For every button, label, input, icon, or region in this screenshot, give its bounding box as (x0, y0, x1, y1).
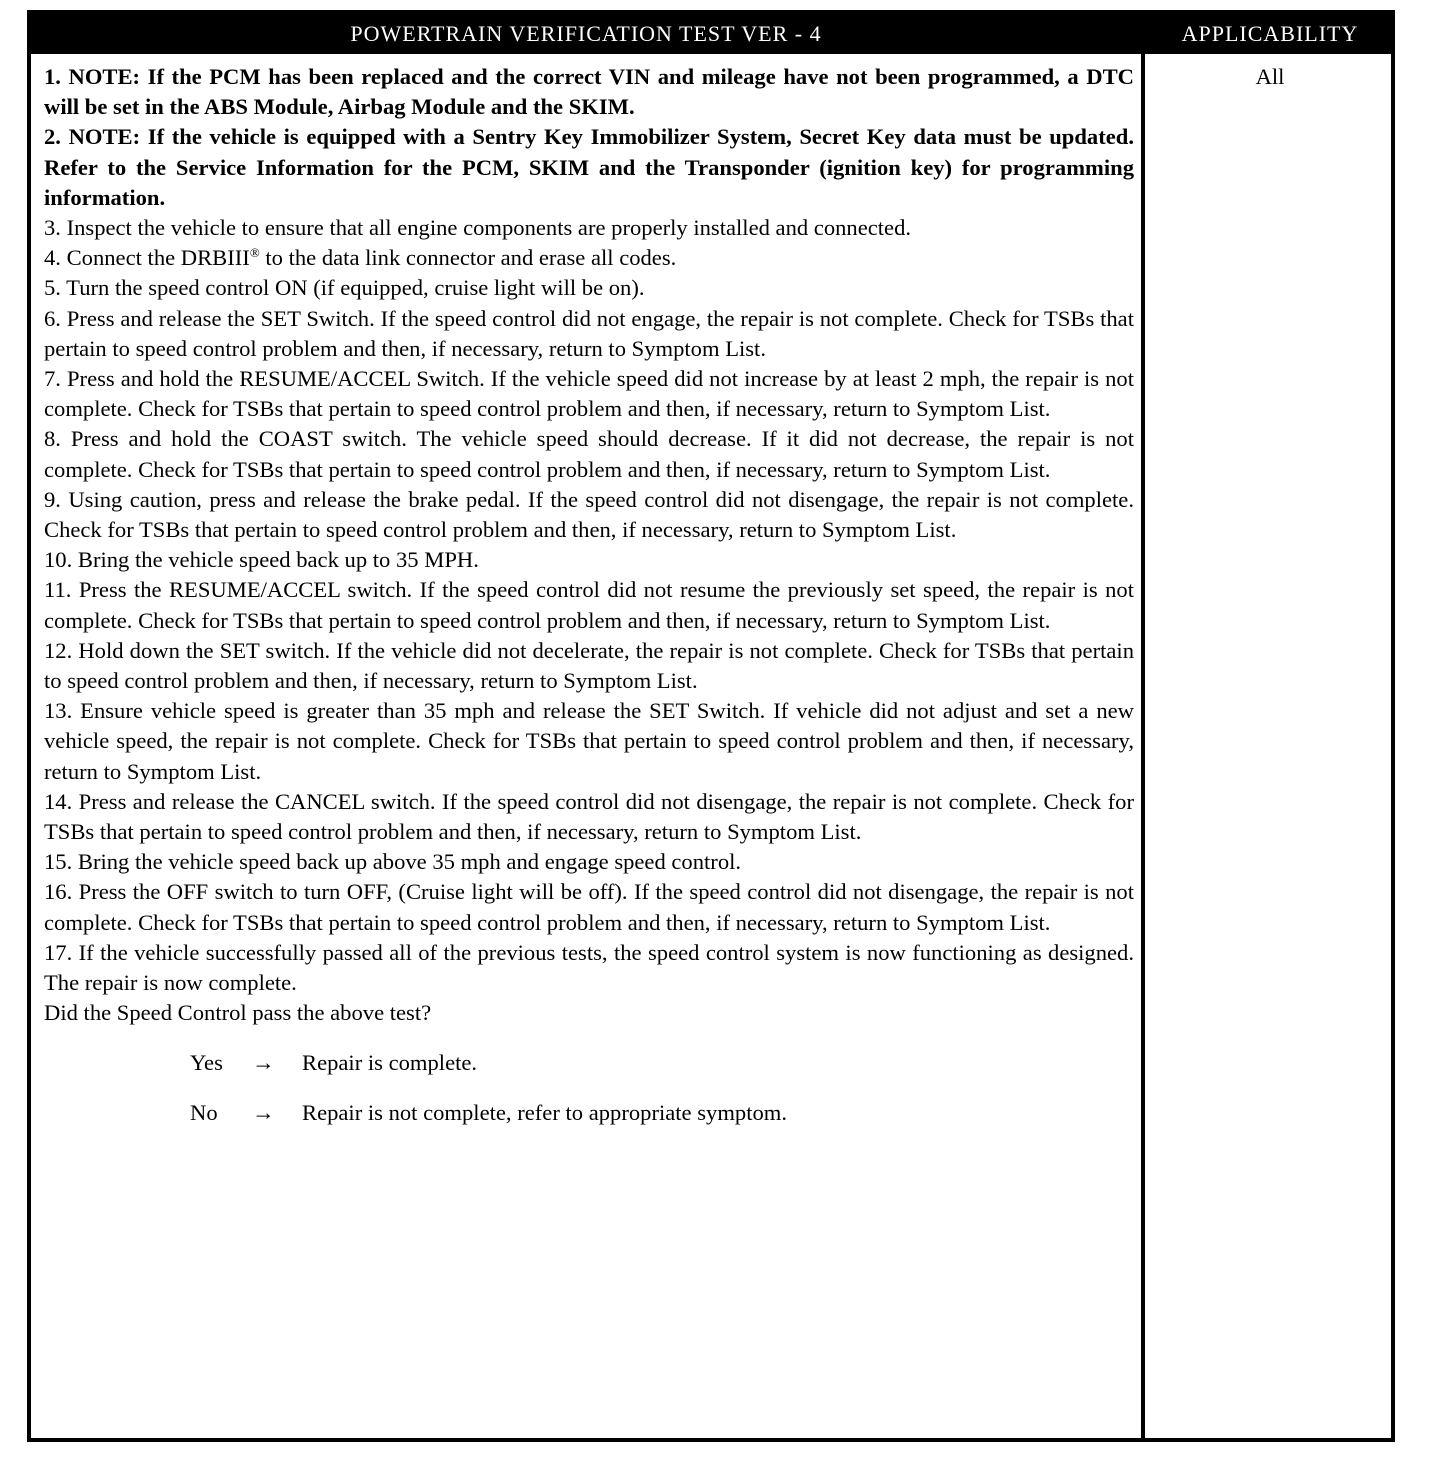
answer-no (190, 1098, 1134, 1148)
test-question: Did the Speed Control pass the above test? (44, 1000, 432, 1026)
step-12: 12. Hold down the SET switch. If the vehicle did not decelerate, the repair is not complete. Check for TSBs that pertain to speed control problem and then, if necessary, return to Symptom List. (44, 637, 1134, 694)
step-8: 8. Press and hold the COAST switch. The vehicle speed should decrease. If it did not decrease, the repair is not complete. Check for TSBs that pertain to speed control problem and then, if necessary, return to Symptom List. (44, 426, 1134, 482)
answer-yes-text: Repair is complete. (302, 1049, 478, 1075)
arrow-right-icon: → (252, 1099, 275, 1125)
step-11: 11. Press the RESUME/ACCEL switch. If the speed control did not resume the previously set speed, the repair is not complete. Check for TSBs that pertain to speed control problem and then, if necessary, return to Symptom List. (44, 577, 1134, 633)
step-3: 3. Inspect the vehicle to ensure that all engine components are properly installed and connected. (44, 215, 912, 241)
column-divider (1141, 14, 1145, 1442)
step-6: 6. Press and release the SET Switch. If the speed control did not engage, the repair is not complete. Check for TSBs that pertain to speed control problem and then, if necessary, return to Symptom List. (44, 305, 1134, 361)
step-16: 16. Press the OFF switch to turn OFF, (Cruise light will be off). If the speed control did not disengage, the repair is not complete. Check for TSBs that pertain to speed control problem and then, if necessary, return to Symptom List. (44, 879, 1134, 935)
answer-yes (190, 1048, 1134, 1098)
step-9: 9. Using caution, press and release the brake pedal. If the speed control did not disengage, the repair is not complete. Check for TSBs that pertain to speed control problem and then, if necessary, return to Symptom List. (44, 486, 1134, 543)
answer-no-label: No (190, 1099, 218, 1125)
answer-yes-label: Yes (190, 1049, 223, 1075)
step-17: 17. If the vehicle successfully passed all of the previous tests, the speed control system is now functioning as designed. The repair is now complete. (44, 939, 1134, 996)
applicability-value: All (1255, 64, 1285, 89)
answer-no-text: Repair is not complete, refer to appropriate symptom. (302, 1099, 787, 1125)
step-15: 15. Bring the vehicle speed back up above 35 mph and engage speed control. (44, 849, 742, 875)
step-2: 2. NOTE: If the vehicle is equipped with a Sentry Key Immobilizer System, Secret Key data must be updated. Refer to the Service Information for the PCM, SKIM and the Transponder (ignition key) for programming information. (44, 124, 1134, 210)
test-title-header: POWERTRAIN VERIFICATION TEST VER - 4 (31, 14, 1141, 54)
step-10: 10. Bring the vehicle speed back up to 35 MPH. (44, 547, 479, 573)
step-14: 14. Press and release the CANCEL switch. If the speed control did not disengage, the repair is not complete. Check for TSBs that pertain to speed control problem and then, if necessary, return to Symptom List. (44, 788, 1134, 845)
step-1: 1. NOTE: If the PCM has been replaced and the correct VIN and mileage have not been programmed, a DTC will be set in the ABS Module, Airbag Module and the SKIM. (44, 64, 1134, 120)
step-7: 7. Press and hold the RESUME/ACCEL Switch. If the vehicle speed did not increase by at least 2 mph, the repair is not complete. Check for TSBs that pertain to speed control problem and then, if necessary, return to Symptom List. (44, 366, 1134, 422)
test-steps (44, 62, 1134, 1148)
arrow-right-icon: → (252, 1049, 275, 1075)
step-4: 4. Connect the DRBIII® to the data link connector and erase all codes. (44, 245, 677, 271)
step-5: 5. Turn the speed control ON (if equipped, cruise light will be on). (44, 275, 645, 301)
applicability-header: APPLICABILITY (1145, 14, 1395, 54)
verification-test-table (27, 10, 1395, 1442)
step-13: 13. Ensure vehicle speed is greater than 35 mph and release the SET Switch. If vehicle did not adjust and set a new vehicle speed, the repair is not complete. Check for TSBs that pertain to speed control problem and then, if necessary, return to Symptom List. (44, 698, 1134, 784)
answer-list (190, 1048, 1134, 1148)
